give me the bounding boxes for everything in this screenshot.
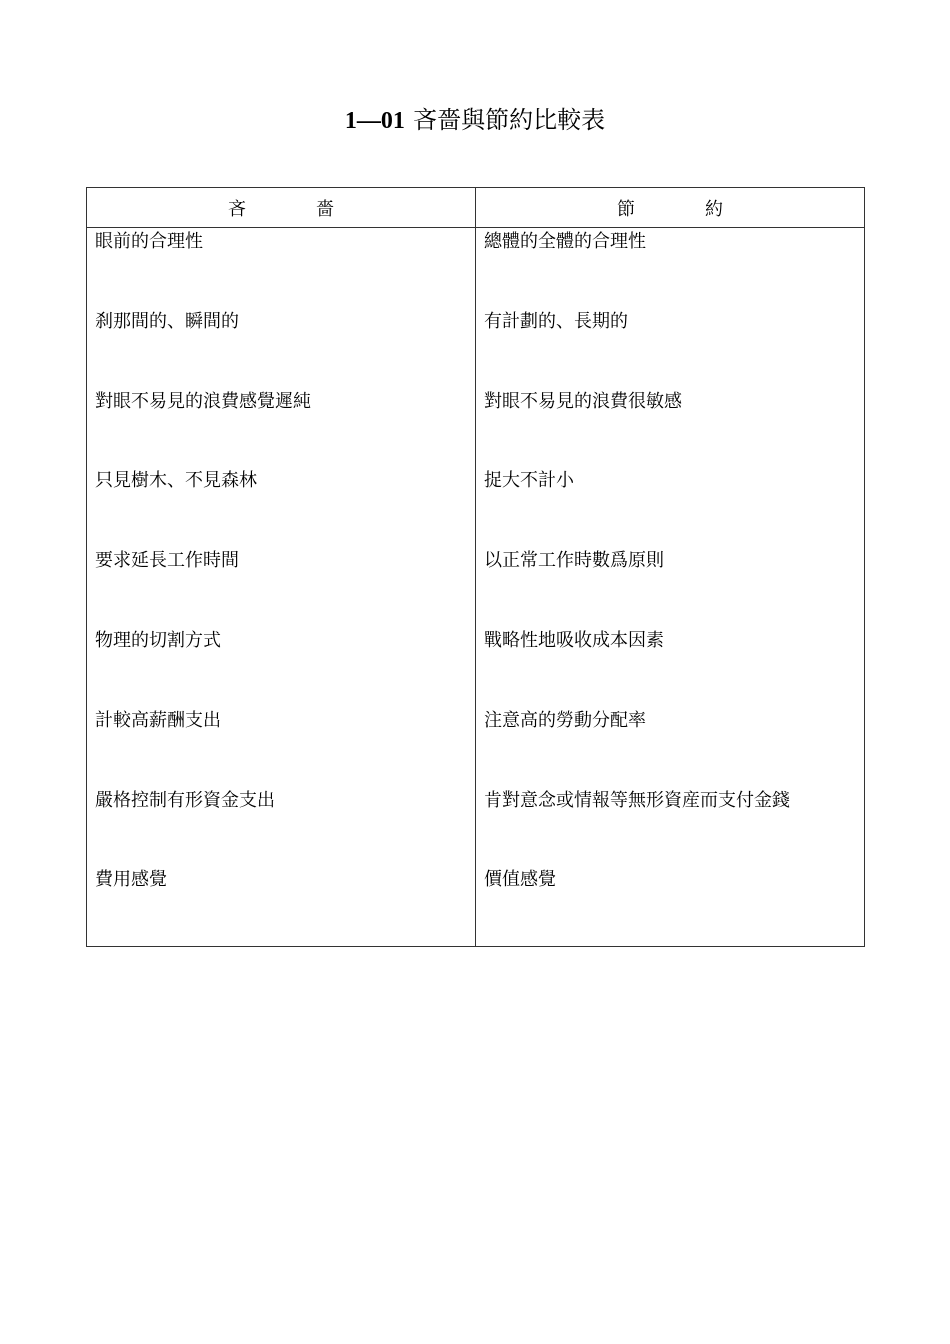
page-title	[0, 104, 950, 137]
stingy-item: 要求延長工作時間	[95, 550, 239, 572]
thrift-item: 總體的全體的合理性	[484, 231, 646, 252]
header-stingy: 吝 嗇	[87, 188, 476, 228]
stingy-item: 計較高薪酬支出	[95, 709, 221, 731]
stingy-item: 費用感覺	[95, 869, 167, 891]
thrift-item: 價值感覺	[484, 869, 556, 891]
stingy-item: 對眼不易見的浪費感覺遲純	[95, 390, 311, 412]
thrift-item: 戰略性地吸收成本因素	[484, 629, 664, 651]
table-body-row	[87, 228, 865, 947]
stingy-item: 只見樹木、不見森林	[95, 470, 257, 492]
stingy-item: 刹那間的、瞬間的	[95, 310, 239, 332]
thrift-item: 注意高的勞動分配率	[484, 709, 646, 731]
stingy-item: 物理的切割方式	[95, 629, 221, 651]
header-thrift: 節 約	[476, 188, 865, 228]
stingy-item: 嚴格控制有形資金支出	[95, 789, 275, 811]
thrift-item: 對眼不易見的浪費很敏感	[484, 390, 682, 412]
stingy-column	[87, 228, 476, 947]
table-header-row	[87, 188, 865, 228]
title-text: 吝嗇與節約比較表	[413, 106, 606, 134]
stingy-item: 眼前的合理性	[95, 231, 203, 252]
comparison-table	[86, 187, 865, 947]
title-number: 1—01	[344, 108, 405, 134]
thrift-item: 肯對意念或情報等無形資産而支付金錢	[484, 789, 790, 811]
thrift-item: 捉大不計小	[484, 470, 574, 492]
thrift-item: 以正常工作時數爲原則	[484, 550, 664, 572]
thrift-item: 有計劃的、長期的	[484, 310, 628, 332]
thrift-column	[476, 228, 865, 947]
